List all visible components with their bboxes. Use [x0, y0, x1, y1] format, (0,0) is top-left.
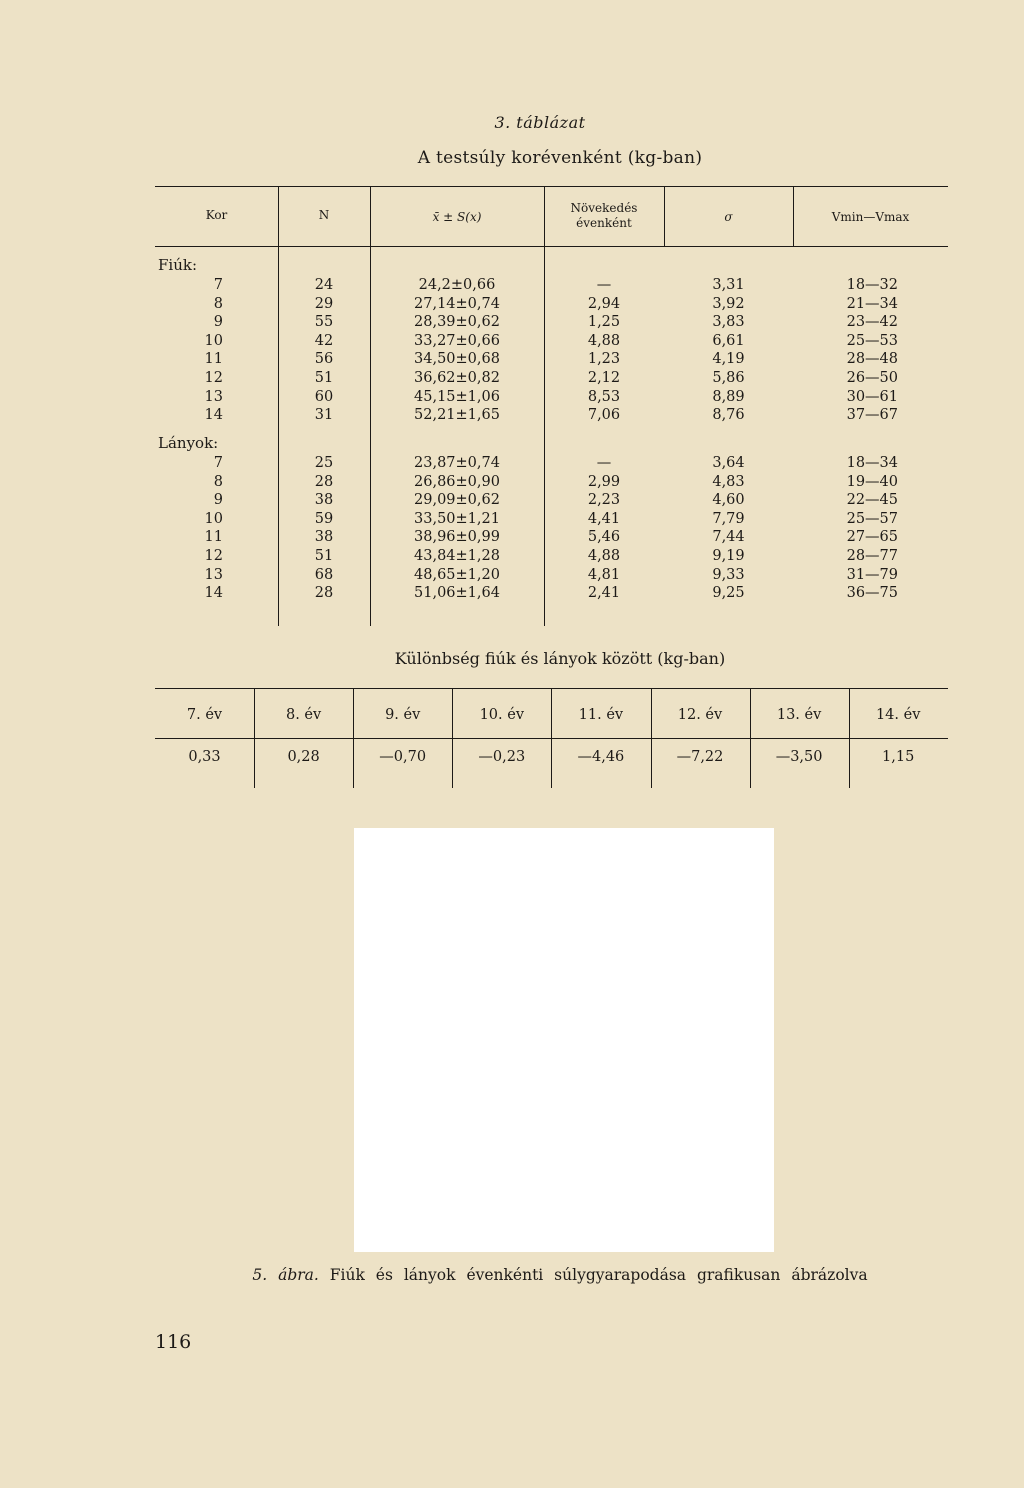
cell-sigma: 3,92: [712, 295, 745, 312]
cell-n: 51: [314, 548, 334, 564]
cell-n: 25: [314, 455, 334, 471]
cell-growth: 8,53: [587, 388, 621, 405]
cell-mean: 36,62±0,82: [414, 370, 500, 386]
cell-growth: 4,41: [587, 510, 621, 527]
diff-header: 13. év: [776, 707, 822, 723]
cell-age: 11: [204, 351, 223, 368]
cell-range: 36—75: [846, 585, 898, 602]
cell-mean: 23,87±0,74: [414, 455, 500, 471]
header-growth-line2: évenként: [576, 216, 632, 230]
difference-title: Különbség fiúk és lányok között (kg-ban): [394, 649, 726, 668]
diff-value: 0,33: [188, 749, 221, 765]
diff-value: 1,15: [882, 749, 915, 765]
page-number: 116: [155, 1331, 192, 1353]
cell-age: 9: [213, 492, 223, 509]
cell-sigma: 7,79: [712, 510, 745, 527]
cell-growth: 4,81: [587, 566, 621, 583]
diff-value: —0,23: [478, 749, 526, 765]
cell-growth: 2,94: [587, 295, 621, 312]
cell-n: 38: [314, 529, 334, 546]
cell-sigma: 7,44: [712, 529, 745, 546]
cell-growth: 7,06: [587, 407, 621, 424]
header-range: Vmin—Vmax: [831, 210, 910, 224]
cell-sigma: 6,61: [712, 332, 745, 349]
cell-age: 10: [204, 510, 223, 527]
cell-age: 12: [204, 370, 223, 386]
cell-sigma: 4,83: [712, 473, 745, 490]
cell-sigma: 4,60: [712, 492, 745, 509]
cell-age: 13: [204, 388, 223, 405]
cell-age: 14: [204, 407, 223, 424]
cell-sigma: 9,33: [712, 566, 745, 583]
cell-age: 9: [213, 314, 223, 331]
cell-range: 21—34: [846, 295, 898, 312]
cell-range: 23—42: [846, 314, 898, 331]
diff-header: 11. év: [578, 707, 624, 723]
cell-range: 18—32: [846, 277, 898, 293]
cell-growth: 4,88: [587, 332, 621, 349]
cell-age: 7: [213, 277, 223, 293]
cell-n: 28: [314, 585, 334, 602]
cell-n: 68: [314, 566, 334, 583]
cell-sigma: 3,64: [712, 455, 745, 471]
cell-mean: 48,65±1,20: [414, 566, 500, 583]
header-growth: [544, 201, 664, 231]
cell-range: 37—67: [846, 407, 898, 424]
cell-growth: 2,41: [587, 585, 621, 602]
diff-value: —7,22: [676, 749, 724, 765]
cell-sigma: 3,83: [712, 314, 745, 331]
figure-caption: [0, 1266, 1024, 1284]
cell-n: 29: [314, 295, 334, 312]
cell-n: 59: [314, 510, 334, 527]
cell-n: 28: [314, 473, 334, 490]
header-n: N: [318, 208, 330, 222]
cell-range: 28—48: [846, 351, 898, 368]
table-subtitle: A testsúly korévenként (kg-ban): [417, 148, 703, 168]
cell-range: 30—61: [846, 388, 898, 405]
cell-age: 13: [204, 566, 223, 583]
cell-sigma: 5,86: [712, 370, 745, 386]
cell-mean: 27,14±0,74: [414, 295, 500, 312]
cell-mean: 52,21±1,65: [414, 407, 500, 424]
cell-n: 42: [314, 332, 334, 349]
cell-mean: 28,39±0,62: [414, 314, 500, 331]
cell-range: 28—77: [846, 548, 898, 564]
diff-header: 8. év: [285, 707, 322, 723]
diff-header: 12. év: [677, 707, 723, 723]
cell-sigma: 8,76: [712, 407, 745, 424]
diff-header: 7. év: [186, 707, 223, 723]
group-label-girls: Lányok:: [158, 434, 219, 452]
cell-range: 27—65: [846, 529, 898, 546]
cell-growth: 5,46: [587, 529, 621, 546]
cell-range: 22—45: [846, 492, 898, 509]
cell-growth: 2,12: [587, 370, 621, 386]
header-growth-line1: Növekedés: [570, 201, 638, 215]
diff-header: 10. év: [479, 707, 525, 723]
header-mean: x̄ ± S(x): [432, 210, 482, 224]
cell-growth: 1,25: [587, 314, 621, 331]
cell-growth: 1,23: [587, 351, 621, 368]
cell-mean: 29,09±0,62: [414, 492, 500, 509]
diff-header: 9. év: [385, 707, 421, 723]
cell-sigma: 8,89: [712, 388, 745, 405]
cell-sigma: 9,19: [712, 548, 745, 564]
diff-value: —4,46: [577, 749, 625, 765]
difference-table: [155, 688, 948, 788]
cell-mean: 51,06±1,64: [414, 585, 500, 602]
cell-n: 60: [314, 388, 334, 405]
cell-n: 56: [314, 351, 334, 368]
cell-age: 11: [204, 529, 223, 546]
cell-range: 25—53: [846, 332, 898, 349]
cell-age: 7: [213, 455, 223, 471]
cell-range: 26—50: [846, 370, 898, 386]
cell-growth: 2,23: [587, 492, 621, 509]
cell-range: 18—34: [846, 455, 898, 471]
weight-by-age-table: [155, 186, 948, 626]
cell-mean: 33,50±1,21: [414, 510, 500, 527]
cell-age: 8: [213, 295, 223, 312]
cell-growth: 4,88: [587, 548, 621, 564]
cell-range: 19—40: [846, 473, 898, 490]
cell-range: 31—79: [846, 566, 898, 583]
cell-growth: —: [596, 277, 612, 293]
cell-n: 55: [314, 314, 334, 331]
diff-value: —3,50: [775, 749, 823, 765]
figure-image-placeholder: [354, 828, 774, 1252]
cell-range: 25—57: [846, 510, 898, 527]
cell-sigma: 3,31: [712, 277, 745, 293]
cell-mean: 24,2±0,66: [418, 277, 496, 293]
cell-mean: 33,27±0,66: [414, 332, 500, 349]
cell-sigma: 9,25: [712, 585, 745, 602]
cell-mean: 26,86±0,90: [414, 473, 500, 490]
cell-n: 38: [314, 492, 334, 509]
cell-growth: —: [596, 455, 612, 471]
group-label-boys: Fiúk:: [158, 256, 198, 274]
cell-n: 31: [314, 407, 334, 424]
diff-value: —0,70: [379, 749, 427, 765]
cell-mean: 43,84±1,28: [414, 548, 500, 564]
cell-mean: 38,96±0,99: [414, 529, 500, 546]
cell-growth: 2,99: [587, 473, 621, 490]
diff-value: 0,28: [287, 749, 320, 765]
cell-n: 24: [314, 277, 334, 293]
cell-n: 51: [314, 370, 334, 386]
table-title: 3. táblázat: [494, 113, 586, 132]
cell-mean: 45,15±1,06: [414, 388, 500, 405]
figure-caption-label: 5. ábra.: [252, 1266, 319, 1284]
header-sigma: σ: [724, 210, 733, 224]
cell-mean: 34,50±0,68: [414, 351, 500, 368]
cell-sigma: 4,19: [712, 351, 745, 368]
header-kor: Kor: [205, 208, 228, 222]
cell-age: 12: [204, 548, 223, 564]
figure-caption-text: Fiúk és lányok évenkénti súlygyarapodása grafikusan ábrázolva: [329, 1266, 868, 1284]
diff-header: 14. év: [875, 707, 921, 723]
cell-age: 8: [213, 473, 223, 490]
cell-age: 10: [204, 332, 223, 349]
cell-age: 14: [204, 585, 223, 602]
